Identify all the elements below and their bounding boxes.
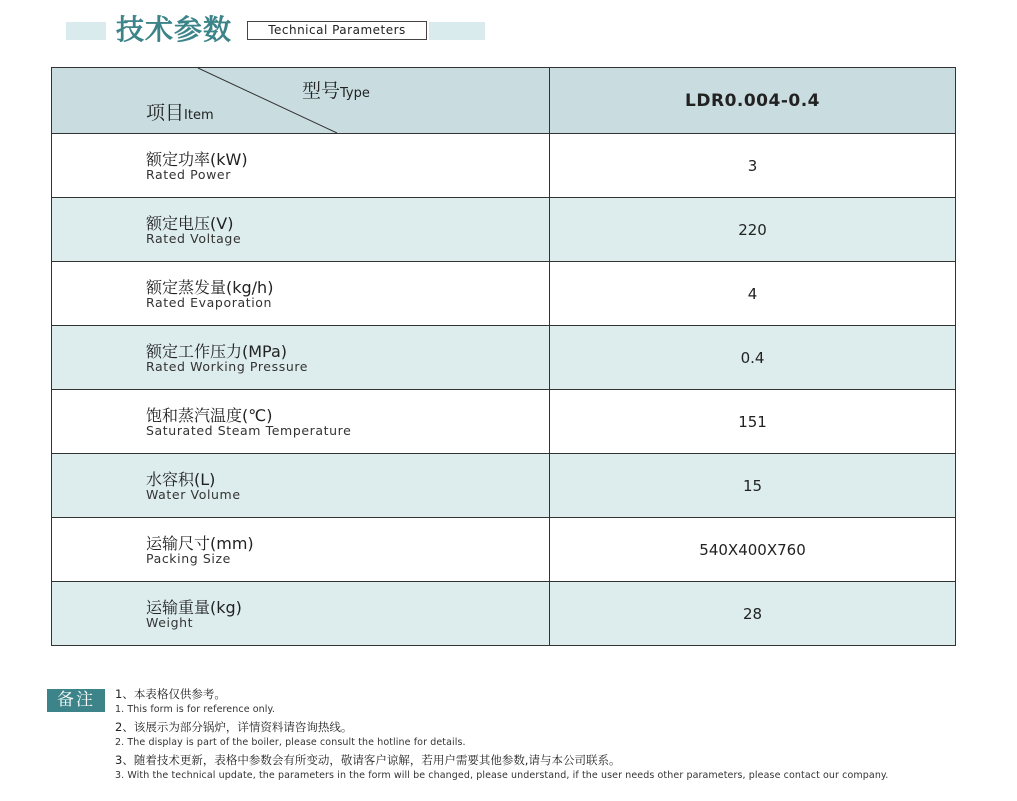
type-label: 型号Type xyxy=(302,80,370,102)
table-row xyxy=(52,582,956,646)
corner-cell xyxy=(52,68,550,134)
note-item-cn: 2、该展示为部分锅炉，详情资料请咨询热线。 xyxy=(115,720,353,734)
param-label: 饱和蒸汽温度(℃) Saturated Steam Temperature xyxy=(52,390,550,454)
param-value: 15 xyxy=(550,454,956,518)
param-label: 额定功率(kW) Rated Power xyxy=(52,134,550,198)
note-item-en: 2. The display is part of the boiler, please consult the hotline for details. xyxy=(115,737,466,748)
param-label: 运输尺寸(mm) Packing Size xyxy=(52,518,550,582)
table-row xyxy=(52,518,956,582)
parameters-table xyxy=(51,67,956,646)
param-value: 540X400X760 xyxy=(550,518,956,582)
param-value: 3 xyxy=(550,134,956,198)
page-title: 技术参数 xyxy=(116,13,233,46)
param-value: 220 xyxy=(550,198,956,262)
param-value: 28 xyxy=(550,582,956,646)
param-value: 151 xyxy=(550,390,956,454)
table-row xyxy=(52,390,956,454)
table-row xyxy=(52,262,956,326)
param-label: 运输重量(kg) Weight xyxy=(52,582,550,646)
header-decor-band-right xyxy=(429,22,485,40)
header-decor-band-left xyxy=(66,22,106,40)
param-value: 4 xyxy=(550,262,956,326)
param-value: 0.4 xyxy=(550,326,956,390)
table-header-row xyxy=(52,68,956,134)
note-item-en: 3. With the technical update, the parameters in the form will be changed, please understand, if the user needs other parameters, please contact our company. xyxy=(115,770,889,781)
note-item-cn: 1、本表格仅供参考。 xyxy=(115,687,226,701)
notes-list xyxy=(115,687,888,786)
note-item-en: 1. This form is for reference only. xyxy=(115,704,276,715)
param-label: 额定工作压力(MPa) Rated Working Pressure xyxy=(52,326,550,390)
notes-badge: 备注 xyxy=(47,689,105,712)
model-cell: LDR0.004-0.4 xyxy=(550,68,956,134)
item-label: 项目Item xyxy=(146,102,214,124)
table-row xyxy=(52,198,956,262)
table-row xyxy=(52,326,956,390)
param-label: 额定蒸发量(kg/h) Rated Evaporation xyxy=(52,262,550,326)
table-row xyxy=(52,454,956,518)
note-item-cn: 3、随着技术更新，表格中参数会有所变动，敬请客户谅解，若用户需要其他参数,请与本公司联系。 xyxy=(115,753,621,767)
table-row xyxy=(52,134,956,198)
diagonal-divider xyxy=(52,68,504,133)
param-label: 额定电压(V) Rated Voltage xyxy=(52,198,550,262)
param-label: 水容积(L) Water Volume xyxy=(52,454,550,518)
page-subtitle-box: Technical Parameters xyxy=(247,21,427,40)
